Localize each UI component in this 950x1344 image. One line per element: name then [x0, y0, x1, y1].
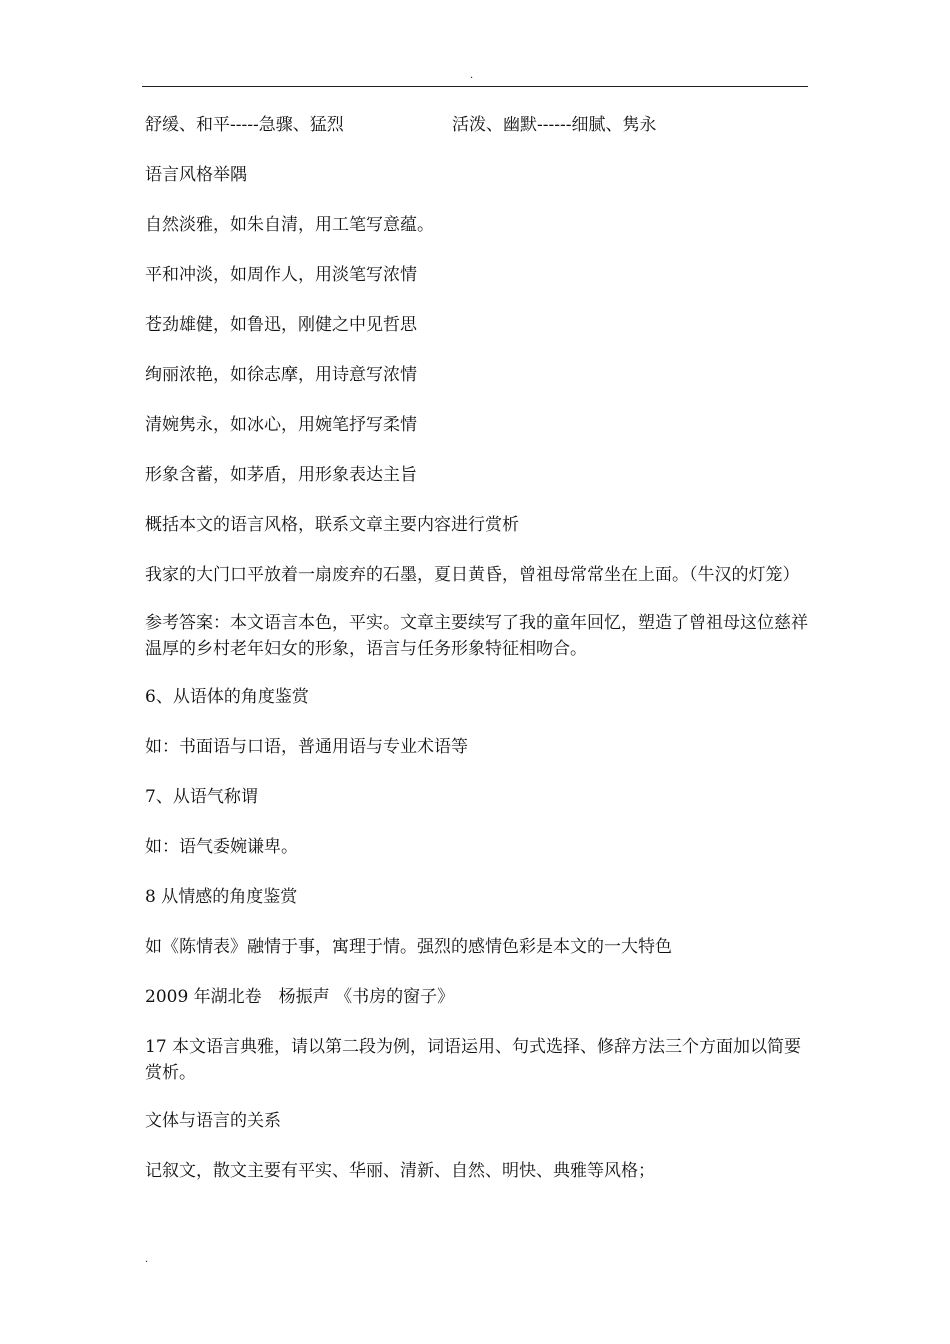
- section-heading-emotion: 8 从情感的角度鉴赏: [145, 887, 298, 907]
- section-heading-register: 6、从语体的角度鉴赏: [145, 687, 309, 707]
- style-example-mao-dun: 形象含蓄，如茅盾，用形象表达主旨: [145, 465, 417, 485]
- style-contrast-row: [145, 112, 810, 138]
- exam-question-17: 17 本文语言典雅，请以第二段为例，词语运用、句式选择、修辞方法三个方面加以简要赏析。: [145, 1037, 802, 1083]
- style-example-zhu-ziqing: 自然淡雅，如朱自清，用工笔写意蕴。: [145, 215, 434, 235]
- tone-example: 如：语气委婉谦卑。: [145, 837, 298, 857]
- header-dot: .: [470, 70, 474, 81]
- question-prompt: 概括本文的语言风格，联系文章主要内容进行赏析: [145, 515, 519, 535]
- style-example-lu-xun: 苍劲雄健，如鲁迅，刚健之中见哲思: [145, 315, 417, 335]
- style-example-xu-zhimo: 绚丽浓艳，如徐志摩，用诗意写浓情: [145, 365, 417, 385]
- style-example-bing-xin: 清婉隽永，如冰心，用婉笔抒写柔情: [145, 415, 417, 435]
- section-heading-tone: 7、从语气称谓: [145, 787, 258, 807]
- style-example-zhou-zuoren: 平和冲淡，如周作人，用淡笔写浓情: [145, 265, 417, 285]
- register-example: 如：书面语与口语，普通用语与专业术语等: [145, 737, 468, 757]
- header-rule: [142, 86, 808, 87]
- quoted-sentence: 我家的大门口平放着一扇废弃的石墨，夏日黄昏，曾祖母常常坐在上面。（牛汉的灯笼）: [145, 565, 800, 585]
- section-heading-genre-language: 文体与语言的关系: [145, 1111, 281, 1131]
- emotion-example: 如《陈情表》融情于事，寓理于情。强烈的感情色彩是本文的一大特色: [145, 937, 672, 957]
- reference-answer: 参考答案：本文语言本色，平实。文章主要续写了我的童年回忆，塑造了曾祖母这位慈祥温厚的乡村老年妇女的形象，语言与任务形象特征相吻合。: [145, 613, 808, 659]
- genre-language-note: 记叙文，散文主要有平实、华丽、清新、自然、明快、典雅等风格；: [145, 1161, 655, 1181]
- style-contrast-right: 活泼、幽默------细腻、隽永: [452, 115, 657, 135]
- document-body: [145, 112, 810, 1208]
- section-heading-style-examples: 语言风格举隅: [145, 165, 247, 185]
- footer-dot: .: [145, 1254, 149, 1265]
- style-contrast-left: 舒缓、和平-----急骤、猛烈: [145, 115, 344, 135]
- exam-source: 2009 年湖北卷 杨振声 《书房的窗子》: [145, 987, 455, 1007]
